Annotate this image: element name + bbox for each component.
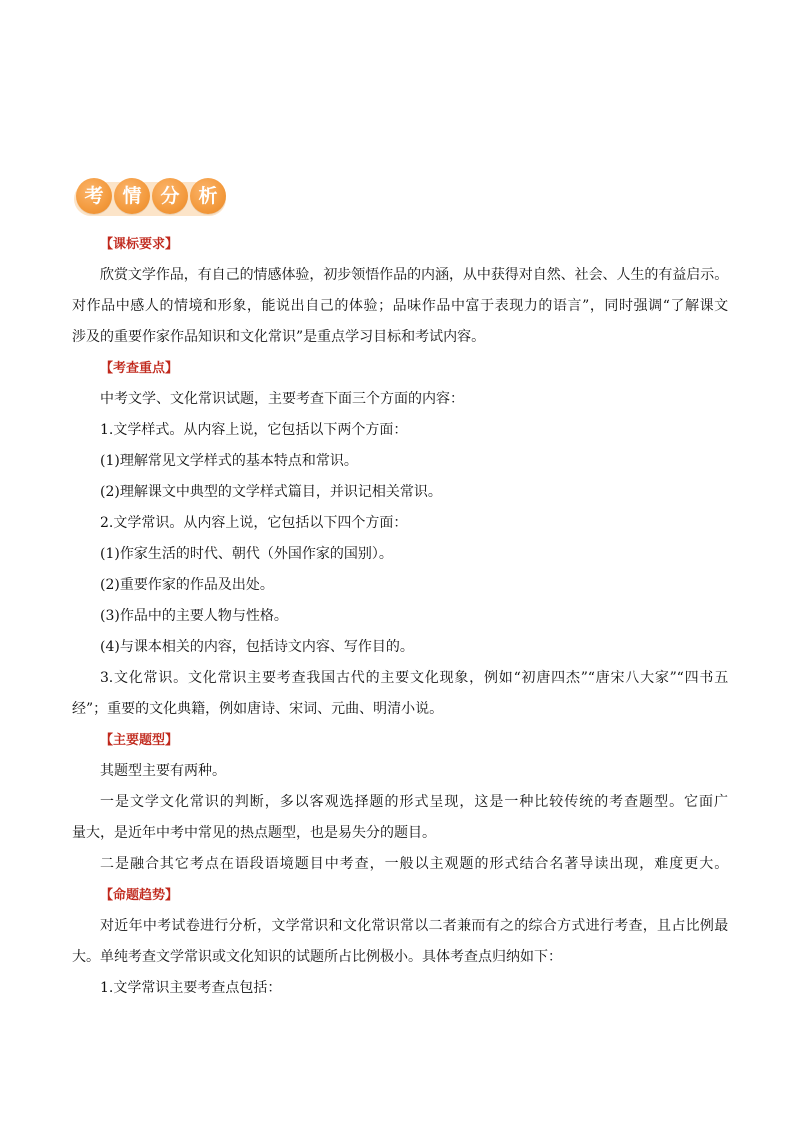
paragraph-line: 欣赏文学作品，有自己的情感体验，初步领悟作品的内涵，从中获得对自然、社会、人生的有益启示。	[100, 267, 728, 283]
banner-char-3: 分	[152, 178, 188, 214]
list-item: 1.文学常识主要考查点包括：	[100, 980, 282, 996]
list-item: (2)重要作家的作品及出处。	[100, 577, 274, 593]
section-heading-qushi: 【命题趋势】	[100, 888, 179, 903]
paragraph-line: 经”；重要的文化典籍，例如唐诗、宋词、元曲、明清小说。	[72, 701, 444, 717]
list-item: (4)与课本相关的内容，包括诗文内容、写作目的。	[100, 639, 414, 655]
list-item: (1)理解常见文学样式的基本特点和常识。	[100, 453, 358, 469]
paragraph-line: 一是文学文化常识的判断，多以客观选择题的形式呈现，这是一种比较传统的考查题型。它面广	[100, 794, 728, 810]
paragraph-line: 对作品中感人的情境和形象，能说出自己的体验；品味作品中富于表现力的语言”，同时强调“了解课文	[72, 298, 728, 314]
section-heading-kebiao: 【课标要求】	[100, 237, 179, 252]
list-item: 2.文学常识。从内容上说，它包括以下四个方面：	[100, 515, 408, 531]
section-banner	[74, 176, 226, 218]
paragraph-line: 量大，是近年中考中常见的热点题型，也是易失分的题目。	[72, 825, 436, 841]
paragraph-line: 二是融合其它考点在语段语境题目中考查，一般以主观题的形式结合名著导读出现，难度更大。	[100, 856, 728, 872]
paragraph-line: 其题型主要有两种。	[100, 763, 226, 779]
list-item: (1)作家生活的时代、朝代（外国作家的国别）。	[100, 546, 393, 562]
paragraph-line: 大。单纯考查文学常识或文化知识的试题所占比例极小。具体考查点归纳如下：	[72, 949, 562, 965]
list-item: 1.文学样式。从内容上说，它包括以下两个方面：	[100, 422, 408, 438]
banner-char-4: 析	[190, 178, 226, 214]
banner-char-1: 考	[76, 178, 112, 214]
document-body	[72, 229, 728, 1004]
list-item: 3.文化常识。文化常识主要考查我国古代的主要文化现象，例如“初唐四杰”“唐宋八大家”“四书五	[100, 670, 728, 686]
paragraph-line: 对近年中考试卷进行分析，文学常识和文化常识常以二者兼而有之的综合方式进行考查，且占比例最	[100, 918, 728, 934]
section-heading-tixing: 【主要题型】	[100, 733, 179, 748]
list-item: (2)理解课文中典型的文学样式篇目，并识记相关常识。	[100, 484, 442, 500]
banner-char-2: 情	[114, 178, 150, 214]
list-item: (3)作品中的主要人物与性格。	[100, 608, 288, 624]
section-heading-kaocha: 【考查重点】	[100, 361, 179, 376]
paragraph-line: 中考文学、文化常识试题，主要考查下面三个方面的内容：	[100, 391, 464, 407]
paragraph-line: 涉及的重要作家作品知识和文化常识”是重点学习目标和考试内容。	[72, 329, 486, 345]
